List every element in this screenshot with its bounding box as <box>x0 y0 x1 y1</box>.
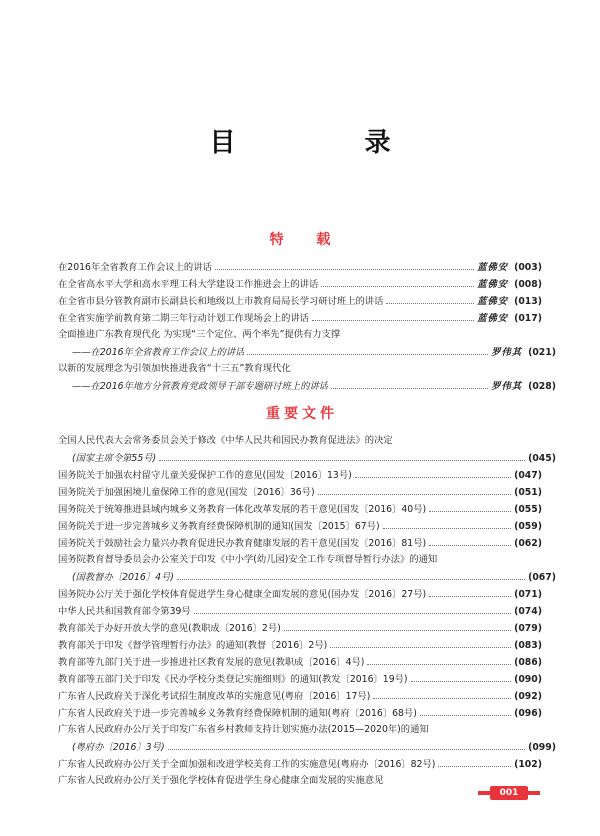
toc-entry-page: (099) <box>528 742 556 753</box>
toc-entry-title: 国务院关于加强困境儿童保障工作的意见(国发〔2016〕36号) <box>58 487 315 498</box>
toc-entry[interactable] <box>58 636 542 653</box>
toc-entry-author: 罗伟其 <box>491 381 523 392</box>
toc-entry[interactable] <box>58 602 542 619</box>
toc-entry[interactable] <box>58 343 556 360</box>
toc-entry[interactable] <box>58 483 542 500</box>
toc-entry-title: 广东省人民政府关于深化考试招生制度改革的实施意见(粤府〔2016〕17号) <box>58 691 371 702</box>
toc-entry-title: 教育部关于印发《督学管理暂行办法》的通知(教督〔2016〕2号) <box>58 640 328 651</box>
toc-leader-dots <box>331 377 488 389</box>
toc-entry-title: ——在2016年地方分管教育党政领导干部专题研讨班上的讲话 <box>72 381 329 392</box>
toc-entry-title: ——在2016年全省教育工作会议上的讲话 <box>72 347 245 358</box>
toc-entry-page: (059) <box>514 521 542 532</box>
toc-entry[interactable] <box>58 551 542 568</box>
toc-leader-dots <box>247 343 488 355</box>
toc-leader-dots <box>321 275 474 287</box>
toc-entry[interactable] <box>58 738 556 755</box>
toc-entry-page: (013) <box>514 296 542 307</box>
toc-entry-page: (062) <box>514 538 542 549</box>
toc-entry[interactable] <box>58 309 542 326</box>
toc-entry-page: (079) <box>514 623 542 634</box>
toc-entry[interactable] <box>58 517 542 534</box>
toc-entry-title: 教育部等九部门关于进一步推进社区教育发展的意见(教职成〔2016〕4号) <box>58 657 365 668</box>
toc-entry-author: 蓝佛安 <box>477 279 509 290</box>
toc-entry-page: (102) <box>514 759 542 770</box>
toc-entry-title: (国家主席令第55号) <box>72 453 157 464</box>
toc-leader-dots <box>429 534 511 546</box>
toc-entry-page: (051) <box>514 487 542 498</box>
toc-entry-title: 全面推进广东教育现代化 为实现“三个定位、两个率先”提供有力支撑 <box>58 329 341 340</box>
toc-leader-dots <box>355 466 511 478</box>
toc-entry-author: 罗伟其 <box>491 347 523 358</box>
toc-leader-dots <box>177 568 525 580</box>
toc-entry-title: 国务院办公厅关于强化学校体育促进学生身心健康全面发展的意见(国办发〔2016〕27号) <box>58 589 427 600</box>
toc-leader-dots <box>411 670 512 682</box>
toc-entry-title: 国务院关于鼓励社会力量兴办教育促进民办教育健康发展的若干意见(国发〔2016〕81号) <box>58 538 427 549</box>
toc-entry-title: 在2016年全省教育工作会议上的讲话 <box>58 262 212 273</box>
toc-entry-title: 教育部等五部门关于印发《民办学校分类登记实施细则》的通知(教发〔2016〕19号) <box>58 674 408 685</box>
toc-entry[interactable] <box>58 704 542 721</box>
toc-entry-page: (096) <box>514 708 542 719</box>
toc-entry[interactable] <box>58 449 556 466</box>
toc-entry-page: (017) <box>514 313 542 324</box>
toc-leader-dots <box>330 636 511 648</box>
toc-entry-title: 全国人民代表大会常务委员会关于修改《中华人民共和国民办教育促进法》的决定 <box>58 435 393 446</box>
toc-entry-title: 广东省人民政府关于进一步完善城乡义务教育经费保障机制的通知(粤府〔2016〕68号) <box>58 708 417 719</box>
toc-entry[interactable] <box>58 772 542 789</box>
toc-entry[interactable] <box>58 619 542 636</box>
toc-entry-page: (045) <box>528 453 556 464</box>
toc-entry-page: (071) <box>514 589 542 600</box>
toc-entry-title: (粤府办〔2016〕3号) <box>72 742 165 753</box>
toc-entry-page: (083) <box>514 640 542 651</box>
toc-entry[interactable] <box>58 670 542 687</box>
toc-entry-title: 在全省实施学前教育第二期三年行动计划工作现场会上的讲话 <box>58 313 310 324</box>
toc-leader-dots <box>386 292 474 304</box>
toc-entry[interactable] <box>58 377 556 394</box>
toc-entry-page: (067) <box>528 572 556 583</box>
toc-leader-dots <box>367 653 511 665</box>
toc-entry-title: 国务院关于统筹推进县域内城乡义务教育一体化改革发展的若干意见(国发〔2016〕40号) <box>58 504 427 515</box>
section-heading-special: 特 载 <box>269 232 345 248</box>
toc-entry-title: 中华人民共和国教育部令第39号 <box>58 606 191 617</box>
toc-leader-dots <box>438 755 511 767</box>
toc-entry[interactable] <box>58 585 542 602</box>
toc-leader-dots <box>318 483 512 495</box>
toc-entry-title: 教育部关于办好开放大学的意见(教职成〔2016〕2号) <box>58 623 281 634</box>
toc-entry[interactable] <box>58 721 542 738</box>
toc-section-special <box>58 258 556 394</box>
toc-entry-title: 广东省人民政府办公厅关于印发广东省乡村教师支持计划实施办法(2015—2020年)的通知 <box>58 724 429 735</box>
toc-entry-page: (008) <box>514 279 542 290</box>
toc-leader-dots <box>312 309 474 321</box>
toc-entry-title: (国教督办〔2016〕4号) <box>72 572 174 583</box>
toc-entry-author: 蓝佛安 <box>477 262 509 273</box>
toc-entry-title: 广东省人民政府办公厅关于强化学校体育促进学生身心健康全面发展的实施意见 <box>58 775 384 786</box>
toc-entry[interactable] <box>58 755 542 772</box>
toc-entry-title: 国务院关于加强农村留守儿童关爱保护工作的意见(国发〔2016〕13号) <box>58 470 352 481</box>
toc-leader-dots <box>194 602 511 614</box>
toc-entry[interactable] <box>58 258 542 275</box>
toc-entry-title: 广东省人民政府办公厅关于全面加强和改进学校美育工作的实施意见(粤府办〔2016〕82号) <box>58 759 436 770</box>
toc-entry[interactable] <box>58 326 542 343</box>
toc-leader-dots <box>215 258 474 270</box>
toc-entry-author: 蓝佛安 <box>477 296 509 307</box>
toc-entry-page: (086) <box>514 657 542 668</box>
toc-leader-dots <box>429 500 511 512</box>
toc-entry[interactable] <box>58 500 542 517</box>
section-heading-documents: 重要文件 <box>266 406 338 422</box>
toc-entry[interactable] <box>58 568 556 585</box>
toc-leader-dots <box>284 619 511 631</box>
toc-entry[interactable] <box>58 432 542 449</box>
toc-entry-title: 国务院教育督导委员会办公室关于印发《中小学(幼儿园)安全工作专项督导暂行办法》的通知 <box>58 554 438 565</box>
toc-entry-author: 蓝佛安 <box>477 313 509 324</box>
toc-entry-page: (047) <box>514 470 542 481</box>
toc-entry-title: 国务院关于进一步完善城乡义务教育经费保障机制的通知(国发〔2015〕67号) <box>58 521 380 532</box>
toc-leader-dots <box>373 687 511 699</box>
toc-entry[interactable] <box>58 275 542 292</box>
toc-leader-dots <box>420 704 511 716</box>
toc-entry-page: (055) <box>514 504 542 515</box>
page-number: 001 <box>490 786 528 800</box>
toc-leader-dots <box>383 517 511 529</box>
toc-entry-page: (021) <box>528 347 556 358</box>
toc-leader-dots <box>429 585 511 597</box>
toc-entry[interactable] <box>58 360 542 377</box>
toc-entry-page: (028) <box>528 381 556 392</box>
toc-leader-dots <box>159 449 525 461</box>
toc-entry-title: 以新的发展理念为引领加快推进我省“十三五”教育现代化 <box>58 363 291 374</box>
toc-section-documents <box>58 432 556 789</box>
toc-entry-page: (090) <box>514 674 542 685</box>
page-title: 目 录 <box>209 128 451 158</box>
toc-entry[interactable] <box>58 653 542 670</box>
toc-entry-title: 在全省高水平大学和高水平理工科大学建设工作推进会上的讲话 <box>58 279 319 290</box>
toc-entry-title: 在全省市县分管教育副市长副县长和地级以上市教育局局长学习研讨班上的讲话 <box>58 296 384 307</box>
toc-entry[interactable] <box>58 534 542 551</box>
toc-leader-dots <box>168 738 525 750</box>
toc-entry-page: (092) <box>514 691 542 702</box>
toc-entry-page: (074) <box>514 606 542 617</box>
toc-entry[interactable] <box>58 466 542 483</box>
toc-entry-page: (003) <box>514 262 542 273</box>
toc-entry[interactable] <box>58 292 542 309</box>
toc-entry[interactable] <box>58 687 542 704</box>
